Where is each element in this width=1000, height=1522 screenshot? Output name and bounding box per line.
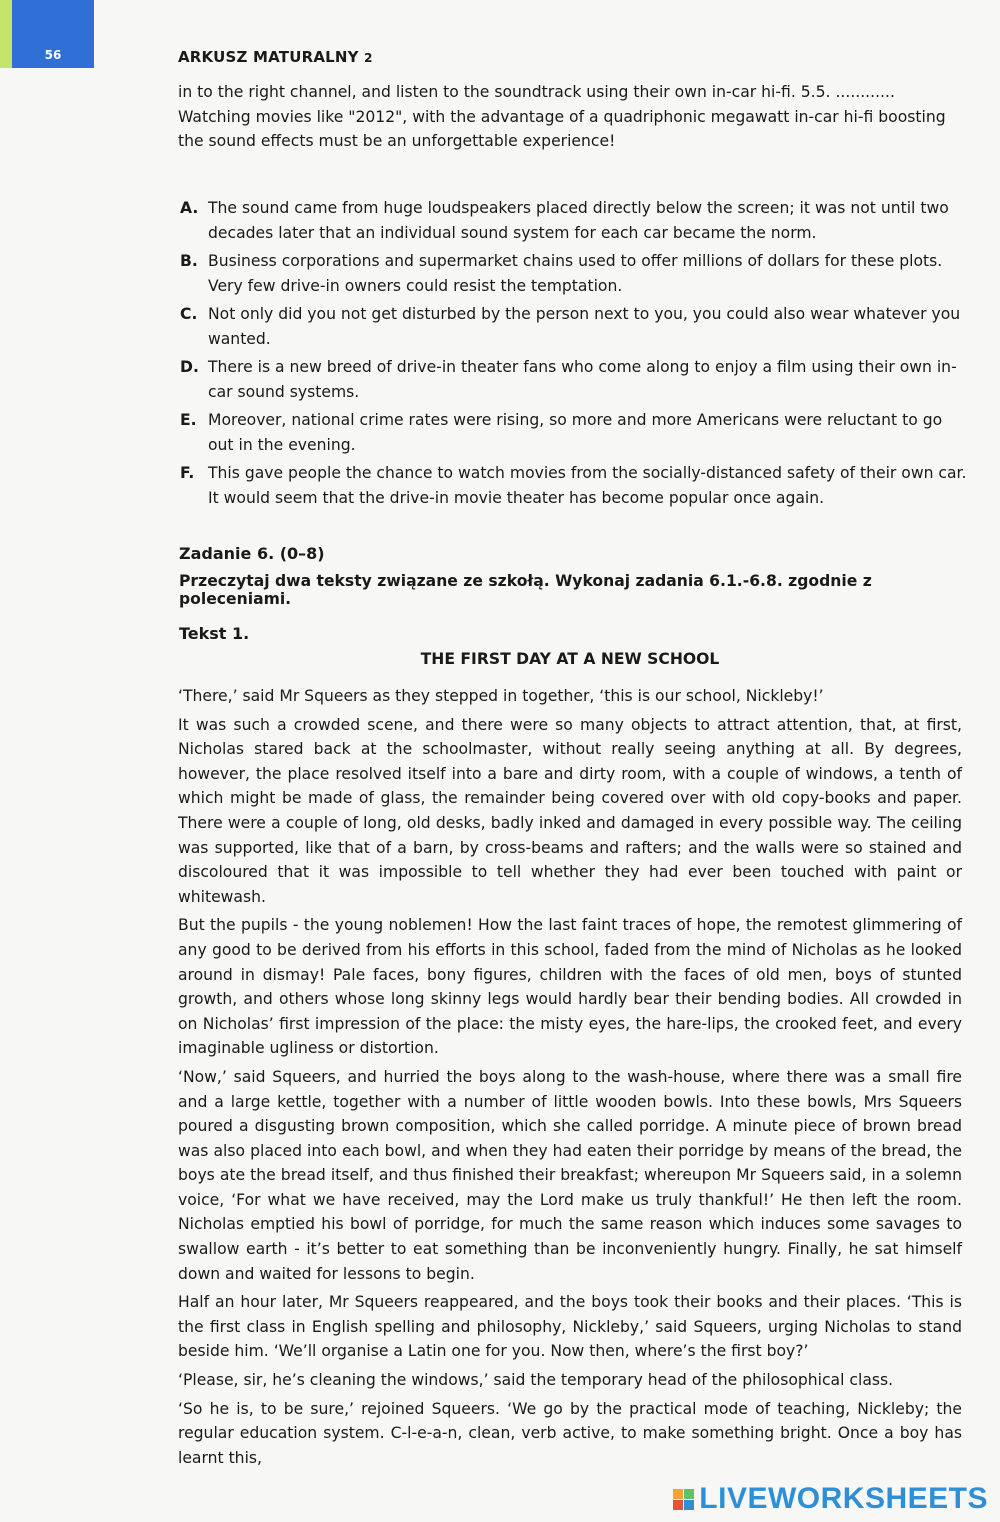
page-number: 56 <box>44 48 62 62</box>
intro-paragraph <box>178 80 968 154</box>
intro-text: in to the right channel, and listen to the soundtrack using their own in-car hi-fi. 5.5. ............ Watching movies like "2012", with the advantage of a quadriphonic megawatt in-car hi-fi boosting the sound effects must be an unforgettable experience! <box>178 83 946 150</box>
header-title-number: 2 <box>364 51 373 65</box>
option-text: There is a new breed of drive-in theater fans who come along to enjoy a film using their own in-car sound systems. <box>208 358 957 401</box>
option-b <box>180 249 970 298</box>
liveworksheets-brand <box>673 1482 988 1516</box>
liveworksheets-logo-icon <box>673 1489 694 1510</box>
text-label: Tekst 1. <box>179 624 250 643</box>
running-header <box>178 48 373 66</box>
option-text: The sound came from huge loudspeakers placed directly below the screen; it was not until two decades later that an individual sound system for each car became the norm. <box>208 199 949 242</box>
option-letter: C. <box>180 305 198 323</box>
option-text: Business corporations and supermarket chains used to offer millions of dollars for these plots. Very few drive-in owners could resist the temptation. <box>208 252 943 295</box>
option-letter: D. <box>180 358 199 376</box>
header-title: ARKUSZ MATURALNY <box>178 48 359 66</box>
task-title: Zadanie 6. (0–8) <box>179 544 325 563</box>
story-paragraph: ‘Please, sir, he’s cleaning the windows,’ said the temporary head of the philosophical class. <box>178 1371 894 1390</box>
option-text: Not only did you not get disturbed by the person next to you, you could also wear whatever you wanted. <box>208 305 961 348</box>
task-instruction: Przeczytaj dwa teksty związane ze szkołą. Wykonaj zadania 6.1.-6.8. zgodnie z poleceniami. <box>179 572 872 608</box>
option-a <box>180 196 970 245</box>
option-c <box>180 302 970 351</box>
option-f <box>180 461 970 510</box>
page-number-tab <box>12 0 94 68</box>
story-paragraph: ‘So he is, to be sure,’ rejoined Squeers. ‘We go by the practical mode of teaching, Nickleby; the regular education system. C-l-e-a-n, clean, verb active, to make something bright. Once a boy has learnt this, <box>178 1399 962 1467</box>
option-text: This gave people the chance to watch movies from the socially-distanced safety of their own car. It would seem that the drive-in movie theater has become popular once again. <box>208 464 967 507</box>
story-body <box>178 684 962 1474</box>
option-letter: E. <box>180 411 197 429</box>
answer-options-list <box>180 196 970 514</box>
story-title: THE FIRST DAY AT A NEW SCHOOL <box>420 650 720 668</box>
story-paragraph: Half an hour later, Mr Squeers reappeared, and the boys took their books and their places. ‘This is the first class in English spelling and philosophy, Nickleby,’ said Squeers, urging Nicholas to stand beside him. ‘We’ll organise a Latin one for you. Now then, where’s the first boy?’ <box>178 1293 962 1361</box>
brand-wordmark: LIVEWORKSHEETS <box>699 1482 988 1515</box>
story-paragraph: It was such a crowded scene, and there were so many objects to attract attention, that, at first, Nicholas stared back at the schoolmaster, without really seeing anything at all. By degrees, however, the place resolved itself into a bare and dirty room, with a couple of windows, a tenth of which might be made of glass, the remainder being covered over with old copy-books and paper. There were a couple of long, old desks, badly inked and damaged in every possible way. The ceiling was supported, like that of a barn, by cross-beams and rafters; and the walls were so stained and discoloured that it was impossible to tell whether they had ever been touched with paint or whitewash. <box>178 715 962 906</box>
story-paragraph: But the pupils - the young noblemen! How the last faint traces of hope, the remotest glimmering of any good to be derived from his efforts in this school, faded from the mind of Nicholas as he looked around in dismay! Pale faces, bony figures, children with the faces of old men, boys of stunted growth, and others whose long skinny legs would hardly bear their bending bodies. All crowded in on Nicholas’ first impression of the place: the misty eyes, the hare-lips, the crooked feet, and every imaginable ugliness or distortion. <box>178 916 962 1058</box>
story-paragraph: ‘There,’ said Mr Squeers as they stepped in together, ‘this is our school, Nickleby!’ <box>178 687 824 705</box>
option-e <box>180 408 970 457</box>
option-d <box>180 355 970 404</box>
option-letter: F. <box>180 464 195 482</box>
edge-color-strip <box>0 0 12 68</box>
story-paragraph: ‘Now,’ said Squeers, and hurried the boys along to the wash-house, where there was a small fire and a large kettle, together with a number of little wooden bowls. Into these bowls, Mrs Squeers poured a disgusting brown composition, which she called porridge. A minute piece of brown bread was also placed into each bowl, and when they had eaten their porridge by means of the bread, the boys ate the bread itself, and thus finished their breakfast; whereupon Mr Squeers said, in a solemn voice, ‘For what we have received, may the Lord make us truly thankful!’ He then left the room. Nicholas emptied his bowl of porridge, for much the same reason which induces some savages to swallow earth - it’s better to eat something than be inconveniently hungry. Finally, he sat himself down and waited for lessons to begin. <box>178 1067 962 1283</box>
option-letter: B. <box>180 252 198 270</box>
option-letter: A. <box>180 199 199 217</box>
option-text: Moreover, national crime rates were rising, so more and more Americans were reluctant to go out in the evening. <box>208 411 943 454</box>
